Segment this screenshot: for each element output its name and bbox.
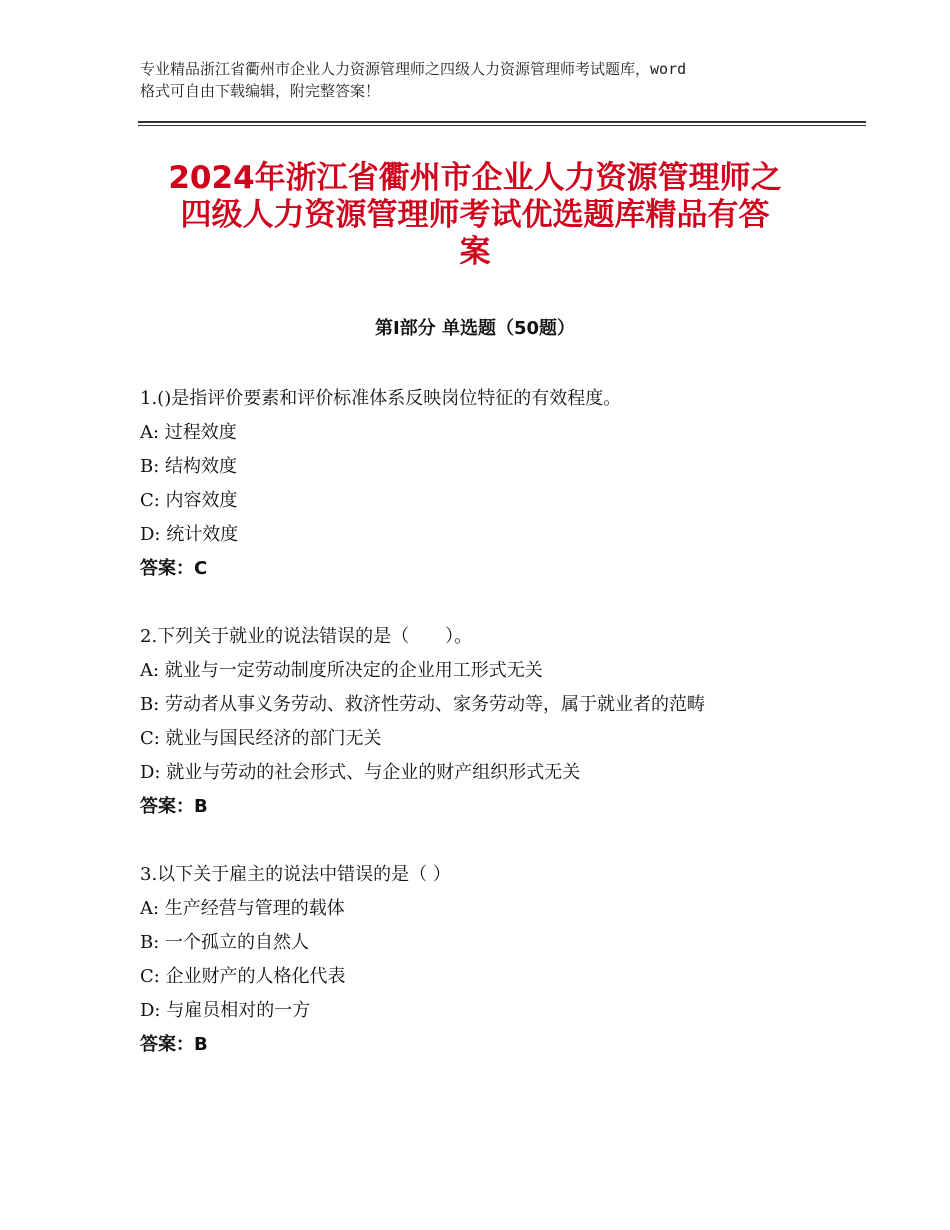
option-a: A: 就业与一定劳动制度所决定的企业用工形式无关: [140, 660, 543, 681]
option-b: B: 结构效度: [140, 456, 238, 477]
option-d: D: 就业与劳动的社会形式、与企业的财产组织形式无关: [140, 762, 581, 783]
option-a: A: 过程效度: [140, 422, 237, 443]
question-list: [140, 382, 820, 1096]
question-stem: 2.下列关于就业的说法错误的是（ ）。: [140, 626, 473, 647]
question-stem: 3.以下关于雇主的说法中错误的是（ ）: [140, 864, 451, 885]
header-line-2: 格式可自由下载编辑，附完整答案！: [140, 82, 381, 100]
option-b: B: 一个孤立的自然人: [140, 932, 310, 953]
question-3: [140, 858, 820, 1062]
document-title: [130, 160, 820, 271]
header-divider-thick: [138, 121, 866, 123]
answer: 答案：B: [140, 796, 208, 817]
option-d: D: 与雇员相对的一方: [140, 1000, 311, 1021]
title-line-3: 案: [459, 234, 491, 270]
option-d: D: 统计效度: [140, 524, 239, 545]
option-c: C: 内容效度: [140, 490, 238, 511]
option-a: A: 生产经营与管理的载体: [140, 898, 345, 919]
document-header: [140, 58, 820, 102]
option-b: B: 劳动者从事义务劳动、救济性劳动、家务劳动等，属于就业者的范畴: [140, 694, 706, 715]
question-2: [140, 620, 820, 824]
answer: 答案：C: [140, 558, 208, 579]
title-line-2: 四级人力资源管理师考试优选题库精品有答: [180, 197, 770, 233]
question-1: [140, 382, 820, 586]
section-heading: 第Ⅰ部分 单选题（50题）: [374, 318, 575, 339]
option-c: C: 就业与国民经济的部门无关: [140, 728, 382, 749]
header-divider-thin: [138, 125, 866, 126]
title-line-1: 2024年浙江省衢州市企业人力资源管理师之: [168, 160, 782, 196]
answer: 答案：B: [140, 1034, 208, 1055]
header-line-1: 专业精品浙江省衢州市企业人力资源管理师之四级人力资源管理师考试题库，word: [140, 60, 687, 78]
option-c: C: 企业财产的人格化代表: [140, 966, 346, 987]
question-stem: 1.()是指评价要素和评价标准体系反映岗位特征的有效程度。: [140, 388, 622, 409]
